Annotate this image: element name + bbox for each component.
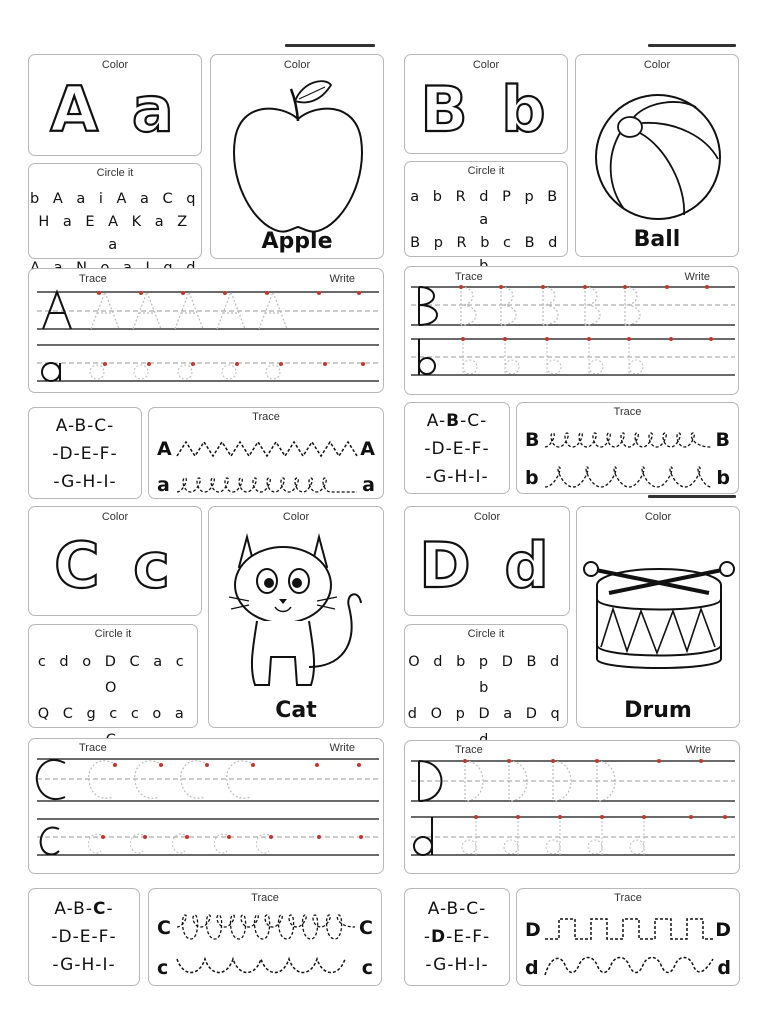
letter: H	[454, 955, 469, 975]
circle-it-label: Circle it	[94, 628, 132, 640]
color-letter-box-b	[404, 54, 568, 154]
letter: D	[431, 439, 446, 459]
dash: -	[106, 899, 114, 919]
letter: E	[80, 444, 93, 464]
color-letter-box-d	[404, 506, 570, 616]
letter: G	[61, 472, 76, 492]
dash: -	[423, 927, 432, 947]
dash: -	[108, 955, 116, 975]
letter: H	[82, 472, 97, 492]
site-watermark	[285, 44, 375, 47]
drum-picture[interactable]	[577, 533, 741, 703]
waves-pattern[interactable]	[177, 953, 355, 981]
dash: -	[74, 955, 82, 975]
circle-row[interactable]: a b R d P p B a	[410, 189, 562, 228]
outline-letters-c[interactable]: C c	[54, 529, 176, 602]
dash: -	[85, 899, 93, 919]
dash: -	[446, 927, 454, 947]
dash: -	[439, 899, 447, 919]
ball-picture[interactable]	[576, 77, 740, 227]
trace-write-box-c	[28, 738, 384, 874]
letter: F	[98, 927, 110, 947]
trace-label: Trace	[79, 742, 107, 754]
letter: G	[60, 955, 75, 975]
zigzag-pattern[interactable]	[177, 434, 357, 464]
color-label: Color	[472, 59, 500, 71]
color-picture-box-d	[576, 506, 740, 728]
dash: -	[91, 927, 99, 947]
dash: -	[468, 955, 476, 975]
letter: E	[79, 927, 92, 947]
circle-row[interactable]: d O p D a D q	[407, 706, 565, 722]
pattern-end-letter: D	[715, 919, 731, 941]
pattern-start-letter: C	[157, 917, 171, 939]
trace-label: Trace	[455, 744, 483, 756]
write-label: Write	[329, 742, 355, 754]
dash: -	[459, 899, 467, 919]
circle-row[interactable]: B p R b c B d	[410, 235, 562, 251]
picture-word-cat: Cat	[275, 698, 317, 723]
alphabet-text	[405, 895, 509, 979]
alphabet-text	[29, 895, 139, 979]
write-label: Write	[685, 744, 711, 756]
pattern-end-letter: c	[361, 957, 373, 979]
letter: D	[431, 927, 447, 947]
dash: -	[460, 411, 468, 431]
dash: -	[51, 927, 59, 947]
letter: B	[74, 416, 88, 436]
pattern-end-letter: A	[360, 438, 375, 460]
dash: -	[447, 467, 455, 487]
dash: -	[87, 416, 95, 436]
handwriting-lines-a[interactable]	[29, 283, 385, 393]
dash: -	[482, 927, 491, 947]
letter: A	[426, 411, 439, 431]
dash: -	[468, 467, 476, 487]
square-wave-pattern[interactable]	[545, 913, 713, 943]
dash: -	[75, 472, 83, 492]
picture-word-apple: Apple	[261, 229, 333, 254]
write-label: Write	[684, 271, 710, 283]
dash: -	[72, 927, 80, 947]
circle-it-label: Circle it	[467, 165, 505, 177]
pattern-end-letter: b	[716, 467, 730, 489]
letter: F	[472, 927, 483, 947]
color-label: Color	[644, 511, 672, 523]
apple-picture[interactable]	[211, 79, 385, 229]
pattern-start-letter: D	[525, 919, 541, 941]
trace-label: Trace	[79, 273, 107, 285]
pattern-trace-box-b	[516, 402, 739, 494]
dash: -	[107, 416, 115, 436]
outline-letters-a[interactable]: A a	[50, 73, 180, 146]
letter: I	[475, 467, 482, 487]
letter: A	[55, 416, 68, 436]
letter: C	[466, 899, 480, 919]
color-label: Color	[101, 59, 129, 71]
site-watermark	[648, 495, 736, 498]
dash: -	[109, 472, 117, 492]
circle-it-box-d	[404, 624, 568, 728]
dash: -	[425, 955, 434, 975]
pattern-end-letter: C	[359, 917, 373, 939]
pattern-start-letter: b	[525, 467, 539, 489]
color-label: Color	[283, 59, 311, 71]
letter: E	[452, 439, 465, 459]
alphabet-text	[405, 407, 509, 491]
pattern-trace-box-c	[148, 888, 382, 986]
alphabet-box-d	[404, 888, 510, 986]
alphabet-box-c	[28, 888, 140, 986]
dash: -	[95, 955, 103, 975]
pattern-start-letter: a	[157, 474, 170, 496]
pattern-end-letter: a	[362, 474, 375, 496]
dash: -	[425, 467, 434, 487]
letter: G	[433, 955, 448, 975]
dash: -	[73, 444, 81, 464]
letter: A	[54, 899, 67, 919]
dash: -	[479, 899, 487, 919]
circle-row[interactable]: c d o D C a c O	[37, 654, 189, 696]
letter: I	[103, 472, 110, 492]
alphabet-box-a	[28, 407, 142, 499]
dash: -	[481, 955, 489, 975]
dash: -	[52, 955, 61, 975]
letter: I	[475, 955, 482, 975]
circle-it-box-b	[404, 161, 568, 257]
dash: -	[67, 416, 75, 436]
outline-letters-d[interactable]: D d	[419, 529, 555, 602]
color-label: Color	[643, 59, 671, 71]
circle-it-box-c	[28, 624, 198, 728]
trace-label: Trace	[251, 892, 279, 904]
pattern-start-letter: d	[525, 957, 539, 979]
alphabet-box-b	[404, 402, 510, 494]
pattern-start-letter: A	[157, 438, 172, 460]
circle-it-label: Circle it	[467, 628, 505, 640]
dash: -	[465, 927, 473, 947]
loops-pattern[interactable]	[177, 913, 355, 943]
color-picture-box-b	[575, 54, 739, 257]
dash: -	[96, 472, 104, 492]
trace-label: Trace	[455, 271, 483, 283]
trace-write-box-a	[28, 268, 384, 393]
color-letter-box-a	[28, 54, 202, 156]
circle-it-label: Circle it	[96, 167, 134, 179]
pattern-start-letter: B	[525, 429, 540, 451]
letter: D	[59, 444, 74, 464]
letter: C	[92, 899, 107, 919]
letter: F	[99, 444, 111, 464]
circle-row[interactable]: H a E A K a Z a	[38, 214, 192, 253]
letter: H	[81, 955, 96, 975]
cat-picture[interactable]	[209, 527, 385, 697]
picture-word-drum: Drum	[624, 698, 692, 723]
dash: -	[424, 439, 432, 459]
crossing-loops-pattern[interactable]	[545, 465, 711, 491]
handwriting-lines-c[interactable]	[29, 751, 385, 871]
handwriting-lines-b[interactable]	[405, 281, 740, 395]
letter: I	[102, 955, 109, 975]
color-letter-box-c	[28, 506, 202, 616]
pattern-end-letter: d	[717, 957, 731, 979]
pattern-trace-box-a	[148, 407, 384, 499]
letter: F	[471, 439, 483, 459]
circle-row[interactable]: b A a i A a C q	[30, 191, 200, 207]
dash: -	[92, 444, 100, 464]
color-picture-box-a	[210, 54, 384, 259]
dash: -	[482, 439, 490, 459]
trace-write-box-d	[404, 740, 740, 874]
dash: -	[481, 467, 489, 487]
dash: -	[480, 411, 488, 431]
dash: -	[52, 444, 60, 464]
circle-row[interactable]: O d b p D B d b	[408, 654, 564, 696]
letter: A	[427, 899, 440, 919]
pattern-start-letter: c	[157, 957, 169, 979]
letter: B	[73, 899, 86, 919]
outline-letters-b[interactable]: B b	[420, 73, 552, 146]
dash: -	[445, 439, 453, 459]
circle-row[interactable]: Q C g c c o a	[37, 706, 189, 722]
picture-word-ball: Ball	[633, 227, 681, 252]
dash: -	[447, 955, 455, 975]
dash: -	[53, 472, 62, 492]
dash: -	[109, 927, 117, 947]
color-picture-box-c	[208, 506, 384, 728]
letter: E	[453, 927, 466, 947]
letter: B	[446, 411, 461, 431]
loops-pattern[interactable]	[545, 429, 711, 453]
letter: C	[94, 416, 108, 436]
dash: -	[439, 411, 447, 431]
dash: -	[66, 899, 74, 919]
trace-label: Trace	[614, 892, 642, 904]
trace-label: Trace	[613, 406, 642, 418]
letter: H	[454, 467, 469, 487]
loops-pattern[interactable]	[177, 474, 357, 498]
pattern-trace-box-d	[516, 888, 740, 986]
letter: C	[467, 411, 481, 431]
circle-it-box-a	[28, 163, 202, 259]
dash: -	[464, 439, 472, 459]
alphabet-text	[29, 412, 141, 496]
letter: D	[58, 927, 73, 947]
waves-pattern[interactable]	[545, 953, 713, 981]
handwriting-lines-d[interactable]	[405, 755, 741, 873]
trace-write-box-b	[404, 266, 739, 395]
letter: G	[433, 467, 448, 487]
color-label: Color	[282, 511, 310, 523]
color-label: Color	[473, 511, 501, 523]
pattern-end-letter: B	[715, 429, 730, 451]
write-label: Write	[329, 273, 355, 285]
dash: -	[110, 444, 118, 464]
site-watermark	[648, 44, 736, 47]
color-label: Color	[101, 511, 129, 523]
trace-label: Trace	[252, 411, 280, 423]
letter: B	[446, 899, 460, 919]
circle-grid-a	[29, 188, 201, 280]
